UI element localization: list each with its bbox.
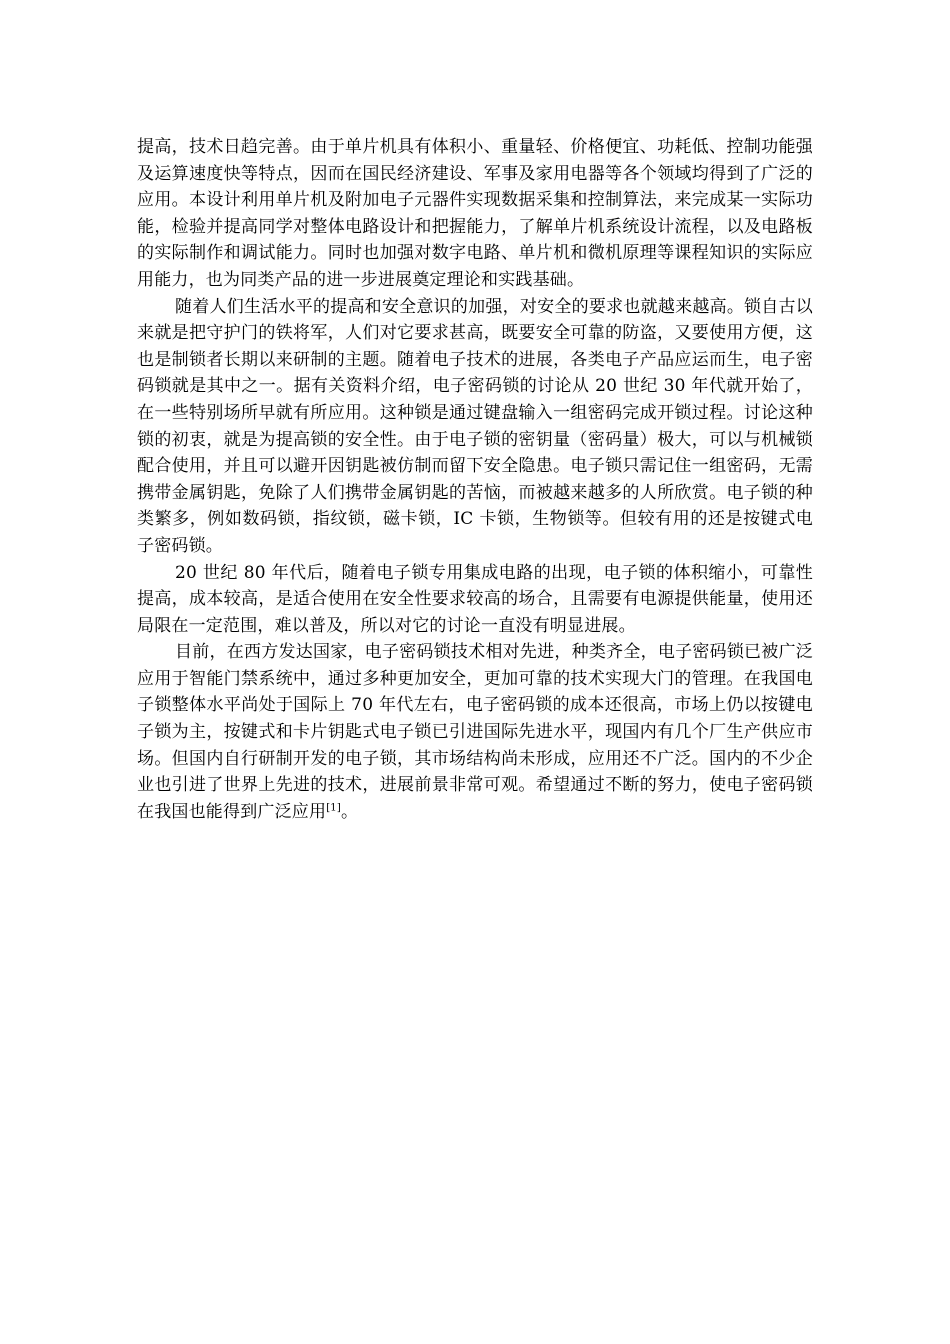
paragraph-4-text: 目前，在西方发达国家，电子密码锁技术相对先进，种类齐全，电子密码锁已被广泛应用于智能门禁系统中，通过多种更加安全，更加可靠的技术实现大门的管理。在我国电子锁整体水平尚处于国际上 70 年代左右，电子密码锁的成本还很高，市场上仍以按键电子锁为主，按键式和卡片钥匙式电子锁已引进国际先进水平，现国内有几个厂生产供应市场。但国内自行研制开发的电子锁，其市场结构尚未形成，应用还不广泛。国内的不少企业也引进了世界上先进的技术，进展前景非常可观。希望通过不断的努力，使电子密码锁在我国也能得到广泛应用	[137, 642, 813, 822]
paragraph-4	[137, 639, 813, 825]
paragraph-3: 20 世纪 80 年代后，随着电子锁专用集成电路的出现，电子锁的体积缩小，可靠性提高，成本较高，是适合使用在安全性要求较高的场合，且需要有电源提供能量，使用还局限在一定范围，难以普及，所以对它的讨论一直没有明显进展。	[137, 562, 813, 636]
body-text	[137, 134, 813, 825]
citation-ref: [1]	[326, 802, 341, 814]
paragraph-1: 提高，技术日趋完善。由于单片机具有体积小、重量轻、价格便宜、功耗低、控制功能强及运算速度快等特点，因而在国民经济建设、军事及家用电器等各个领域均得到了广泛的应用。本设计利用单片机及附加电子元器件实现数据采集和控制算法，来完成某一实际功能，检验并提高同学对整体电路设计和把握能力，了解单片机系统设计流程，以及电路板的实际制作和调试能力。同时也加强对数字电路、单片机和微机原理等课程知识的实际应用能力，也为同类产品的进一步进展奠定理论和实践基础。	[137, 137, 813, 290]
paragraph-4-tail: 。	[340, 801, 359, 822]
paragraph-2: 随着人们生活水平的提高和安全意识的加强，对安全的要求也就越来越高。锁自古以来就是把守护门的铁将军，人们对它要求甚高，既要安全可靠的防盗，又要使用方便，这也是制锁者长期以来研制的主题。随着电子技术的进展，各类电子产品应运而生，电子密码锁就是其中之一。据有关资料介绍，电子密码锁的讨论从 20 世纪 30 年代就开始了，在一些特别场所早就有所应用。这种锁是通过键盘输入一组密码完成开锁过程。讨论这种锁的初衷，就是为提高锁的安全性。由于电子锁的密钥量（密码量）极大，可以与机械锁配合使用，并且可以避开因钥匙被仿制而留下安全隐患。电子锁只需记住一组密码，无需携带金属钥匙，免除了人们携带金属钥匙的苦恼，而被越来越多的人所欣赏。电子锁的种类繁多，例如数码锁，指纹锁，磁卡锁，IC 卡锁，生物锁等。但较有用的还是按键式电子密码锁。	[137, 296, 813, 556]
